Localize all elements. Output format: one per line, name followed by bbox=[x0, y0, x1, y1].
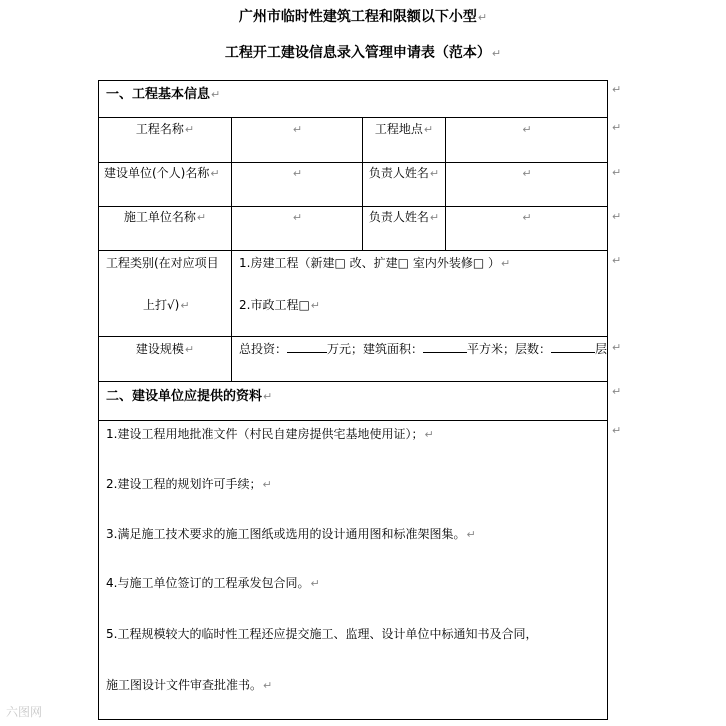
category-option-municipal: 2.市政工程□↵ bbox=[239, 298, 321, 312]
checkbox-municipal[interactable]: □ bbox=[298, 298, 310, 312]
project-location-field[interactable]: ↵ bbox=[522, 123, 532, 136]
row-end-mark: ↵ bbox=[612, 341, 622, 354]
project-name-field[interactable]: ↵ bbox=[292, 123, 303, 136]
document-item-2: 2.建设工程的规划许可手续；↵ bbox=[106, 477, 272, 491]
builder-contact-field[interactable]: ↵ bbox=[522, 167, 532, 180]
project-location-label: 工程地点↵ bbox=[374, 122, 434, 136]
row-end-mark: ↵ bbox=[612, 121, 622, 134]
floor-count-field[interactable] bbox=[551, 342, 595, 353]
contractor-label: 施工单位名称↵ bbox=[123, 210, 207, 224]
row-end-mark: ↵ bbox=[612, 210, 622, 223]
project-name-label: 工程名称↵ bbox=[135, 122, 195, 136]
document-title-line2: 工程开工建设信息录入管理申请表（范本）↵ bbox=[224, 45, 502, 61]
checkbox-renovation[interactable]: □ bbox=[397, 256, 409, 270]
row-end-mark: ↵ bbox=[612, 385, 622, 398]
scale-fields: 总投资： 万元；建筑面积： 平方米；层数： 层 bbox=[239, 342, 608, 356]
builder-label: 建设单位(个人)名称↵ bbox=[104, 166, 220, 180]
document-item-5-continued: 施工图设计文件审查批准书。↵ bbox=[106, 678, 273, 692]
row-end-mark: ↵ bbox=[612, 83, 622, 96]
row-end-mark: ↵ bbox=[612, 424, 622, 437]
scale-label: 建设规模↵ bbox=[135, 342, 195, 356]
contractor-field[interactable]: ↵ bbox=[292, 211, 303, 224]
watermark: 六图网 bbox=[6, 705, 43, 719]
total-investment-field[interactable] bbox=[287, 342, 327, 353]
category-label-line2: 上打√)↵ bbox=[143, 298, 190, 312]
builder-field[interactable]: ↵ bbox=[292, 167, 303, 180]
document-item-1: 1.建设工程用地批准文件（村民自建房提供宅基地使用证）；↵ bbox=[106, 427, 434, 441]
document-item-4: 4.与施工单位签订的工程承发包合同。↵ bbox=[106, 576, 320, 590]
document-title-line1: 广州市临时性建筑工程和限额以下小型↵ bbox=[238, 9, 488, 25]
building-area-field[interactable] bbox=[423, 342, 467, 353]
contractor-contact-field[interactable]: ↵ bbox=[522, 211, 532, 224]
category-option-building: 1.房建工程（新建□ 改、扩建□ 室内外装修□ ）↵ bbox=[239, 256, 511, 270]
contractor-contact-label: 负责人姓名↵ bbox=[368, 210, 440, 224]
checkbox-new-build[interactable]: □ bbox=[334, 256, 346, 270]
document-item-3: 3.满足施工技术要求的施工图纸或选用的设计通用图和标准架图集。↵ bbox=[106, 527, 476, 541]
section2-heading: 二、建设单位应提供的资料↵ bbox=[106, 389, 273, 404]
row-end-mark: ↵ bbox=[612, 254, 622, 267]
builder-contact-label: 负责人姓名↵ bbox=[368, 166, 440, 180]
category-label-line1: 工程类别(在对应项目 bbox=[106, 256, 219, 270]
section1-heading: 一、工程基本信息↵ bbox=[106, 87, 221, 102]
row-end-mark: ↵ bbox=[612, 166, 622, 179]
document-item-5: 5.工程规模较大的临时性工程还应提交施工、监理、设计单位中标通知书及合同， bbox=[106, 627, 538, 641]
checkbox-interior-decoration[interactable]: □ bbox=[472, 256, 485, 270]
